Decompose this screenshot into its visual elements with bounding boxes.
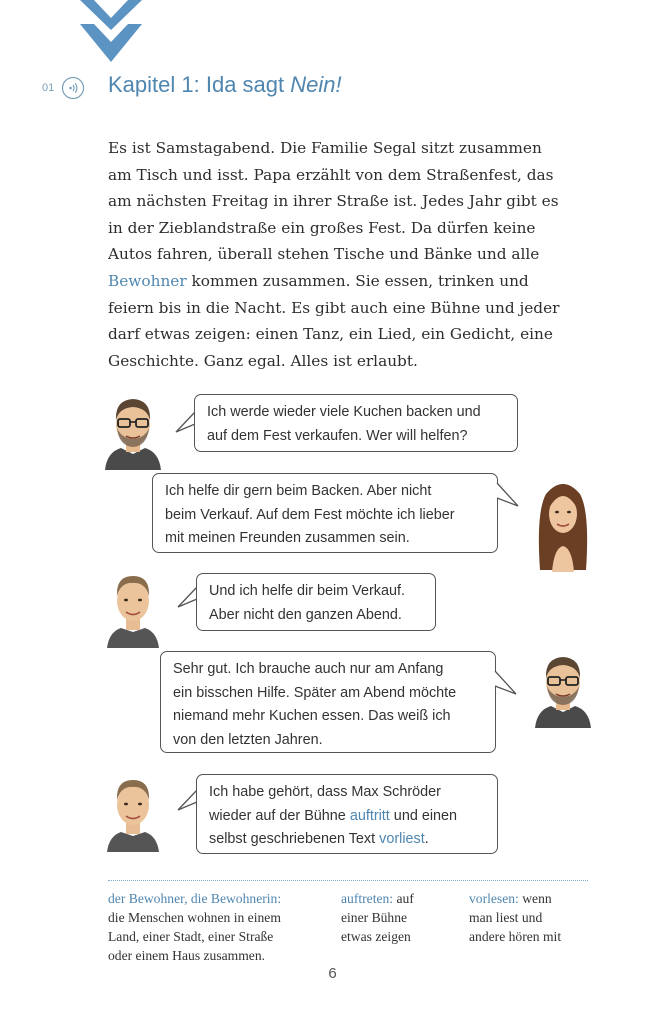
glossary-entry-bewohner [108,889,281,965]
vocab-keyword-vorliest[interactable]: vorliest [379,831,425,847]
chapter-title-emphasis: Nein! [290,72,342,97]
bubble-line: ein bisschen Hilfe. Später am Abend möchte [173,684,457,701]
father-avatar [533,650,593,728]
paragraph-line: Es ist Samstagabend. Die Familie Segal sitzt zusammen [108,139,542,157]
bubble-tail [493,668,519,698]
paragraph-line: am Tisch und isst. Papa erzählt von dem Straßenfest, das [108,165,554,184]
bubble-line: Sehr gut. Ich brauche auch nur am Anfang [173,661,444,677]
intro-paragraph [108,135,588,374]
glossary-definition-line: die Menschen wohnen in einem [108,910,281,925]
bubble-line: auf dem Fest verkaufen. Wer will helfen? [207,427,468,444]
speech-bubble-boy-1 [196,573,436,631]
bubble-text: und einen [389,807,458,824]
bubble-text: . [424,831,429,847]
speech-bubble-father-2 [160,651,496,753]
speech-bubble-father-1 [194,394,518,452]
vocab-keyword-bewohner[interactable]: Bewohner [108,271,187,290]
vocab-keyword-auftritt[interactable]: auftritt [349,807,390,824]
paragraph-line: in der Zieblandstraße ein großes Fest. Da dürfen keine [108,218,536,237]
bubble-line [209,805,485,829]
glossary-definition-line: man liest und [469,910,543,925]
speech-bubble-boy-2 [196,774,498,854]
boy-avatar [103,568,163,648]
bubble-line: Ich habe gehört, dass Max Schröder [209,784,441,800]
bubble-line: von den letzten Jahren. [173,731,323,748]
bubble-line: mit meinen Freunden zusammen sein. [165,530,410,546]
bubble-line: Ich werde wieder viele Kuchen backen und [207,404,481,420]
chapter-title-text: Kapitel 1: Ida sagt [108,72,291,97]
bubble-line: niemand mehr Kuchen essen. Das weiß ich [173,708,451,724]
paragraph-line: am nächsten Freitag in ihrer Straße ist. Jedes Jahr gibt es [108,192,559,211]
paragraph-line: darf etwas zeigen: einen Tanz, ein Lied, ein Gedicht, eine [108,325,553,344]
track-number: 01 [42,82,55,94]
bubble-text: selbst geschriebenen Text [209,831,380,847]
glossary-term: auftreten: [341,891,394,906]
bubble-line: Ich helfe dir gern beim Backen. Aber nicht [165,483,432,499]
bubble-line: Und ich helfe dir beim Verkauf. [209,583,405,599]
bubble-line: beim Verkauf. Auf dem Fest möchte ich lieber [165,506,455,523]
glossary-line [341,889,414,908]
glossary-definition-line: Land, einer Stadt, einer Straße [108,929,274,944]
chapter-title [108,72,342,98]
glossary-definition-line: einer Bühne [341,910,408,925]
girl-avatar [532,472,594,572]
glossary-definition-text: wenn [518,891,552,906]
bubble-line [209,828,485,852]
paragraph-line: feiern bis in die Nacht. Es gibt auch eine Bühne und jeder [108,298,560,317]
glossary-definition-line: andere hören mit [469,929,562,944]
glossary-term: der Bewohner, die Bewohnerin: [108,891,282,906]
paragraph-line: Geschichte. Ganz egal. Alles ist erlaubt. [108,351,418,370]
speech-bubble-girl [152,473,498,553]
paragraph-line: Autos fahren, überall stehen Tische und Bänke und alle [108,245,540,264]
paragraph-line-rest: kommen zusammen. Sie essen, trinken und [186,271,529,290]
glossary-entry-auftreten [341,889,414,946]
bubble-line: Aber nicht den ganzen Abend. [209,606,402,623]
glossary-divider [108,880,588,881]
glossary-term: vorlesen: [469,891,519,906]
page-number: 6 [328,965,337,982]
chevron-down-icon [80,0,142,64]
bubble-text: wieder auf der Bühne [209,807,350,824]
glossary-definition-text: auf [393,891,414,906]
glossary-definition-line: etwas zeigen [341,929,411,944]
audio-track-icon[interactable] [61,76,85,100]
glossary-definition-line: oder einem Haus zusammen. [108,948,266,963]
boy-avatar [103,772,163,852]
glossary-line [469,889,561,908]
bubble-tail [495,480,521,510]
glossary-entry-vorlesen [469,889,561,946]
father-avatar [103,392,163,470]
paragraph-line [108,268,588,295]
